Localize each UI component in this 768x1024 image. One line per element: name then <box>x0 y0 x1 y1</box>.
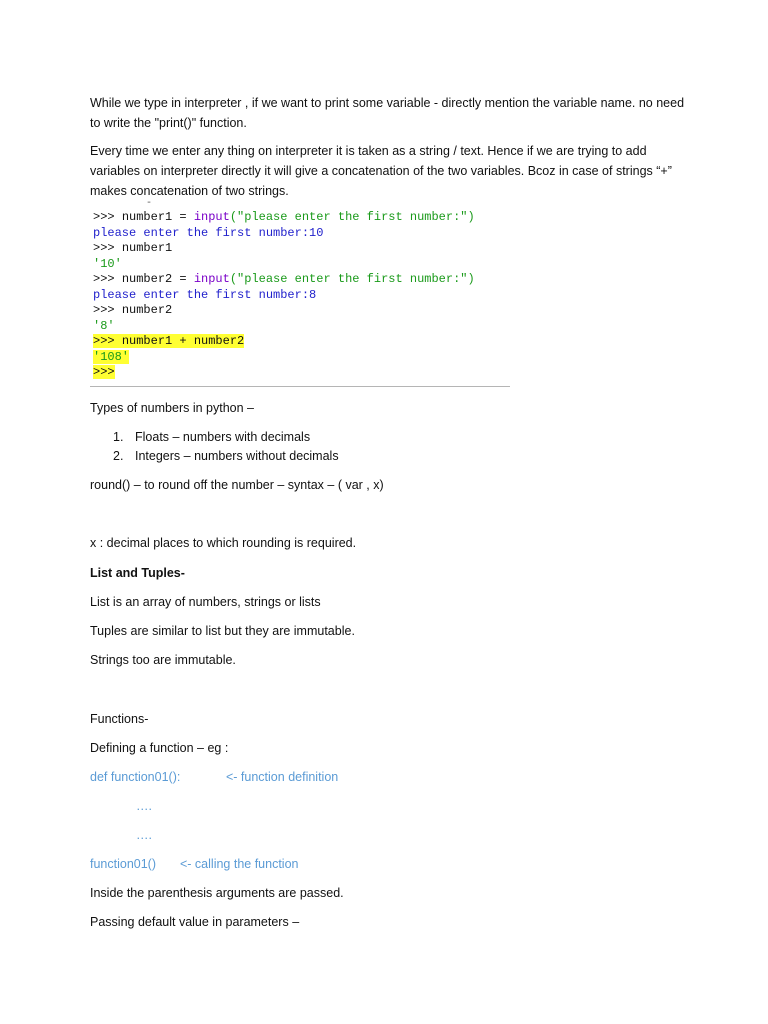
functions-heading: Functions- <box>90 712 149 726</box>
lists-line-3: Strings too are immutable. <box>90 653 236 667</box>
code-line-8: '8' <box>93 319 115 333</box>
code-line-5: >>> number2 = input("please enter the first number:") <box>93 272 475 286</box>
code-line-4: '10' <box>93 257 122 271</box>
lists-line-2: Tuples are similar to list but they are immutable. <box>90 624 355 638</box>
code-line-1: >>> number1 = input("please enter the first number:") <box>93 210 475 224</box>
intro-paragraph-2: Every time we enter any thing on interpreter it is taken as a string / text. Hence if we are trying to add variables on interpreter directly it will give a concatenation of the two variables. Bcoz in case of strings “+” makes concatenation of two strings. <box>90 144 672 198</box>
cursor-mark: - <box>146 198 153 209</box>
x-note: x : decimal places to which rounding is required. <box>90 536 357 550</box>
defining-function: Defining a function – eg : <box>90 741 229 755</box>
list-item: 1. Floats – numbers with decimals <box>113 430 311 444</box>
def-code: def function01(): <box>90 770 181 784</box>
lists-heading: List and Tuples- <box>90 566 185 580</box>
arguments-note: Inside the parenthesis arguments are passed. <box>90 886 344 900</box>
lists-line-1: List is an array of numbers, strings or lists <box>90 595 321 609</box>
code-line-3: >>> number1 <box>93 241 173 255</box>
code-line-2: please enter the first number:10 <box>93 226 324 240</box>
list-item: 2. Integers – numbers without decimals <box>113 449 339 463</box>
code-line-6: please enter the first number:8 <box>93 288 317 302</box>
numbers-heading: Types of numbers in python – <box>90 401 254 415</box>
call-code: function01() <box>90 857 157 871</box>
interpreter-screenshot <box>90 200 510 387</box>
dots-2: …. <box>136 828 152 842</box>
code-line-9: >>> number1 + number2 <box>93 334 245 348</box>
code-line-11: >>> <box>93 365 115 379</box>
intro-paragraph-1: While we type in interpreter , if we want to print some variable - directly mention the variable name. no need to write the "print()" function. <box>90 96 685 130</box>
def-comment: <- function definition <box>226 770 339 784</box>
defaults-note: Passing default value in parameters – <box>90 915 300 929</box>
call-comment: <- calling the function <box>180 857 299 871</box>
round-syntax: round() – to round off the number – syntax – ( var , x) <box>90 478 384 492</box>
code-line-7: >>> number2 <box>93 303 173 317</box>
code-line-10: '108' <box>93 350 130 364</box>
dots-1: …. <box>136 799 152 813</box>
